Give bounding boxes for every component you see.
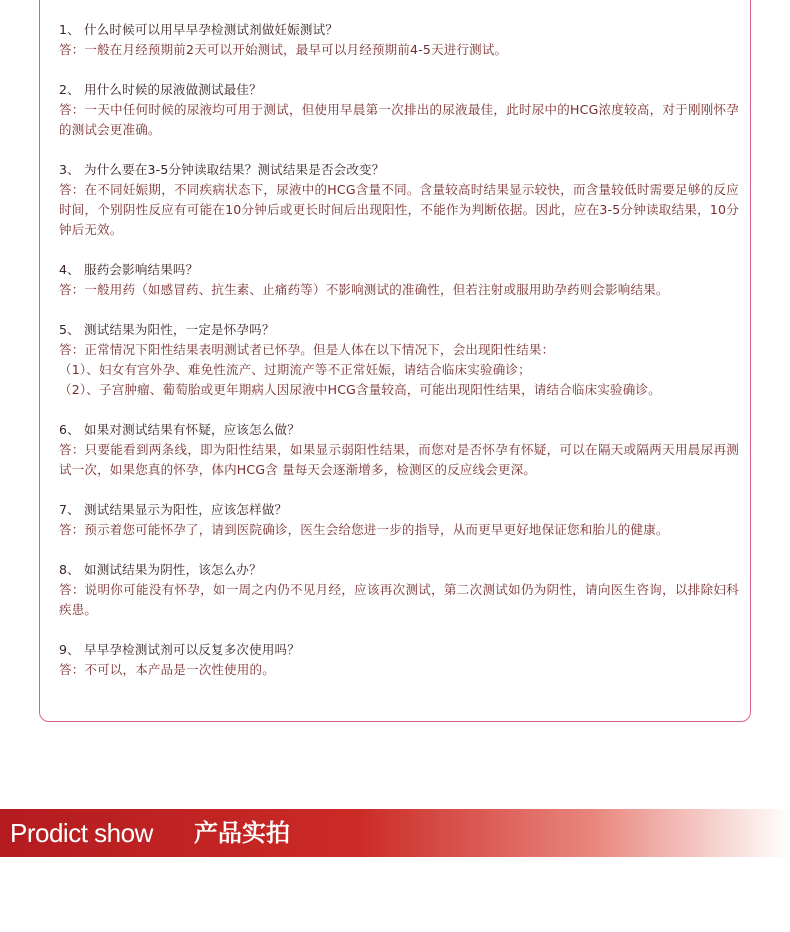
faq-answer: 答：在不同妊娠期，不同疾病状态下，尿液中的HCG含量不同。含量较高时结果显示较快，而含量较低时需要足够的反应时间，个别阴性反应有可能在10分钟后或更长时间后出现阳性，不能作为判断依据。因此，应在3-5分钟读取结果，10分钟后无效。 xyxy=(59,182,739,237)
faq-question: 9、 早早孕检测试剂可以反复多次使用吗？ xyxy=(59,642,300,657)
faq-item xyxy=(59,160,739,240)
faq-list xyxy=(59,20,739,700)
faq-answer: 答：预示着您可能怀孕了，请到医院确诊，医生会给您进一步的指导，从而更早更好地保证您和胎儿的健康。 xyxy=(59,522,669,537)
faq-item xyxy=(59,260,739,300)
faq-item xyxy=(59,420,739,480)
faq-answer: 答：一般在月经预期前2天可以开始测试，最早可以月经预期前4-5天进行测试。 xyxy=(59,42,508,57)
faq-item xyxy=(59,320,739,400)
faq-item xyxy=(59,20,739,60)
faq-answer: 答：不可以，本产品是一次性使用的。 xyxy=(59,662,275,677)
faq-answer: 答：只要能看到两条线，即为阳性结果，如果显示弱阳性结果，而您对是否怀孕有怀疑，可以在隔天或隔两天用晨尿再测试一次，如果您真的怀孕，体内HCG含 量每天会逐渐增多，检测区的反应线会更深。 xyxy=(59,442,739,477)
banner-title-cn: 产品实拍 xyxy=(194,819,290,847)
banner-title-en: Prodict show xyxy=(10,818,153,848)
faq-question: 6、 如果对测试结果有怀疑，应该怎么做？ xyxy=(59,422,300,437)
faq-answer: 答：一天中任何时候的尿液均可用于测试，但使用早晨第一次排出的尿液最佳，此时尿中的HCG浓度较高，对于刚刚怀孕的测试会更准确。 xyxy=(59,102,739,137)
faq-answer-subitem: （2）、子宫肿瘤、葡萄胎或更年期病人因尿液中HCG含量较高，可能出现阳性结果，请结合临床实验确诊。 xyxy=(59,382,661,397)
faq-question: 2、 用什么时候的尿液做测试最佳？ xyxy=(59,82,262,97)
faq-question: 3、 为什么要在3-5分钟读取结果？测试结果是否会改变？ xyxy=(59,162,385,177)
faq-question: 7、 测试结果显示为阳性，应该怎样做？ xyxy=(59,502,288,517)
faq-answer-subitem: （1）、妇女有宫外孕、难免性流产、过期流产等不正常妊娠，请结合临床实验确诊； xyxy=(59,362,531,377)
faq-answer: 答：说明你可能没有怀孕，如一周之内仍不见月经，应该再次测试，第二次测试如仍为阴性，请向医生咨询，以排除妇科疾患。 xyxy=(59,582,739,617)
faq-item xyxy=(59,640,739,680)
faq-question: 8、 如测试结果为阴性，该怎么办？ xyxy=(59,562,262,577)
faq-item xyxy=(59,80,739,140)
faq-answer: 答：一般用药（如感冒药、抗生素、止痛药等）不影响测试的准确性，但若注射或服用助孕药则会影响结果。 xyxy=(59,282,669,297)
faq-question: 4、 服药会影响结果吗？ xyxy=(59,262,199,277)
faq-question: 1、 什么时候可以用早早孕检测试剂做妊娠测试？ xyxy=(59,22,339,37)
product-show-banner xyxy=(0,809,790,857)
faq-item xyxy=(59,500,739,540)
faq-answer: 答：正常情况下阳性结果表明测试者已怀孕。但是人体在以下情况下，会出现阳性结果： xyxy=(59,342,555,357)
faq-question: 5、 测试结果为阳性，一定是怀孕吗？ xyxy=(59,322,275,337)
faq-item xyxy=(59,560,739,620)
